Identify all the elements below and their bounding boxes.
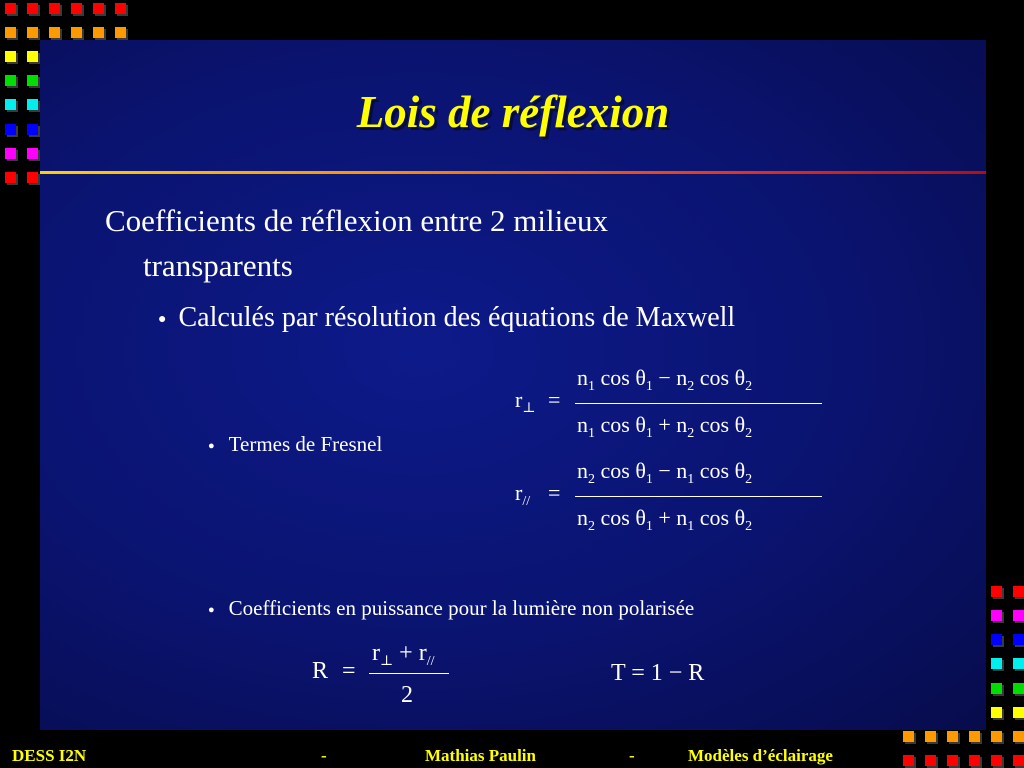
bullet-coefficients-line2: transparents (143, 248, 293, 283)
equation-denominator: $n_2$ $\cos \theta_1 + n_1$ $\cos \theta_2$ (577, 505, 753, 534)
bullet-fresnel-text: Termes de Fresnel (228, 432, 383, 456)
equation-denominator: 2 (401, 682, 413, 708)
equals-sign: = (548, 480, 561, 505)
footer-separator: - (321, 746, 327, 765)
equation-denominator: $n_1$ $\cos \theta_1 + n_2$ $\cos \theta_2$ (577, 412, 753, 441)
equation-R (312, 640, 462, 716)
slide-title: Lois de réflexion (356, 87, 670, 137)
title-divider (40, 171, 986, 174)
bullet-maxwell (158, 302, 735, 334)
equation-numerator: $r_\perp + r_{//}$ (372, 640, 435, 669)
equation-numerator: $n_2$ $\cos \theta_1 - n_1$ $\cos \theta_2$ (577, 458, 753, 487)
bullet-dot-icon: ● (208, 440, 215, 453)
bullet-fresnel (208, 432, 382, 457)
bullet-maxwell-text: Calculés par résolution des équations de Maxwell (178, 302, 736, 333)
slide-background (40, 40, 986, 730)
footer-author: Mathias Paulin (425, 746, 536, 765)
bullet-coefficients (105, 198, 805, 288)
symbol-r: r (515, 387, 523, 412)
equation-lhs (515, 387, 536, 417)
footer-course: Modèles d’éclairage (688, 746, 833, 765)
bullet-power-text: Coefficients en puissance pour la lumière non polarisée (228, 596, 695, 620)
subscript-parallel: // (522, 494, 531, 509)
fraction-bar (575, 496, 822, 497)
equation-numerator: $n_1$ $\cos \theta_1 - n_2$ $\cos \theta_2$ (577, 365, 753, 394)
equals-sign: = (548, 387, 561, 412)
subscript-perp: ⊥ (522, 401, 536, 416)
bullet-coefficients-line1: Coefficients de réflexion entre 2 milieux (105, 203, 609, 238)
fraction-bar (369, 673, 449, 674)
equation-r-perp (515, 365, 825, 445)
symbol-r: r (515, 480, 523, 505)
equation-T: T = 1 − R (611, 660, 705, 686)
fraction-bar (575, 403, 822, 404)
bullet-dot-icon: ● (208, 604, 215, 617)
equation-lhs (515, 480, 530, 510)
symbol-R: R (312, 658, 329, 684)
bullet-dot-icon: ● (158, 311, 167, 327)
footer-separator: - (629, 746, 635, 765)
footer-program: DESS I2N (12, 746, 87, 765)
equals-sign: = (342, 658, 356, 684)
bullet-power (208, 596, 694, 621)
equation-r-par (515, 458, 825, 538)
